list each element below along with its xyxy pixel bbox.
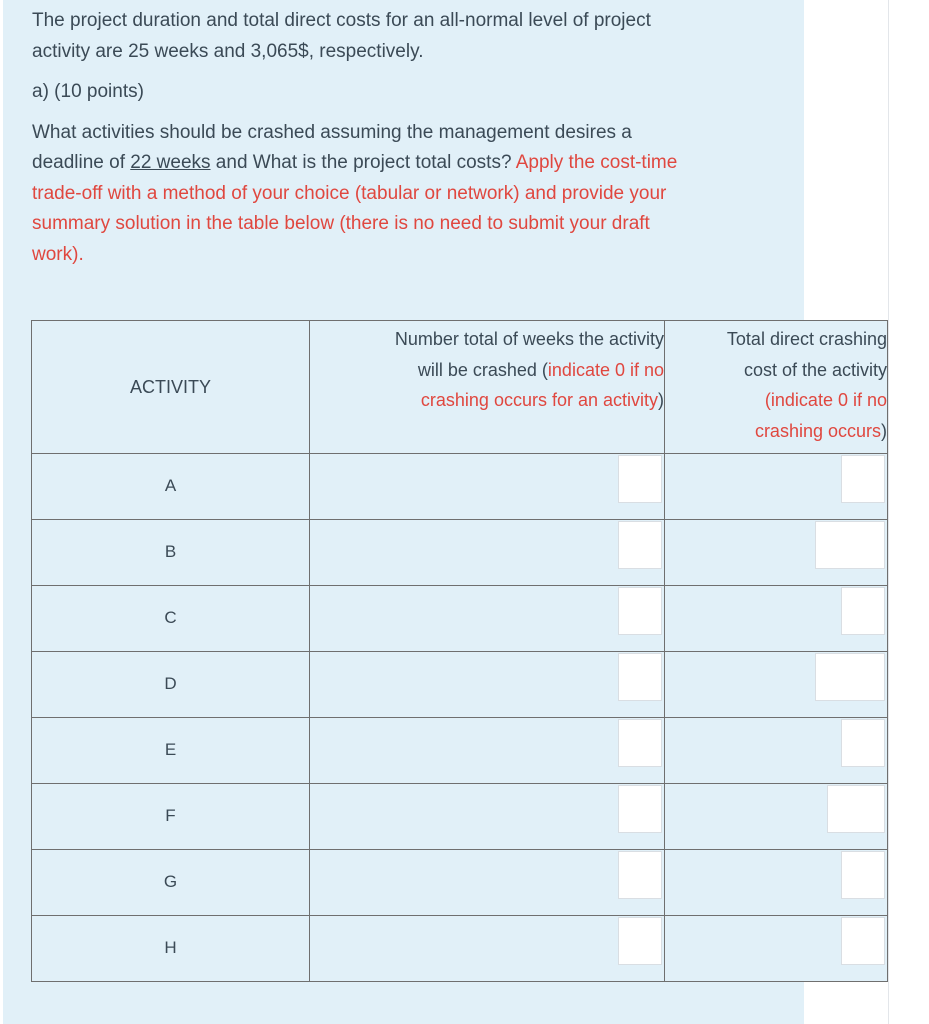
table-row (32, 850, 888, 916)
cost-input[interactable] (815, 521, 885, 569)
deadline-link: 22 weeks (130, 152, 211, 173)
table-header-row (32, 321, 888, 454)
cost-input[interactable] (841, 455, 885, 503)
weeks-cell (310, 718, 665, 784)
activity-label: C (32, 586, 310, 652)
cost-input[interactable] (827, 785, 885, 833)
weeks-cell (310, 850, 665, 916)
weeks-cell (310, 520, 665, 586)
weeks-input[interactable] (618, 455, 662, 503)
weeks-cell (310, 784, 665, 850)
cost-input[interactable] (841, 917, 885, 965)
cost-cell (665, 454, 888, 520)
table-row (32, 652, 888, 718)
intro-text: The project duration and total direct costs for an all-normal level of project activity are 25 weeks and 3,065$, respectively. (32, 10, 651, 62)
cost-cell (665, 850, 888, 916)
crashing-cost-header: Total direct crashing cost of the activity (indicate 0 if no crashing occurs) (665, 321, 888, 454)
weeks-cell (310, 454, 665, 520)
weeks-input[interactable] (618, 653, 662, 701)
table-row (32, 520, 888, 586)
weeks-input[interactable] (618, 587, 662, 635)
activity-label: G (32, 850, 310, 916)
part-label: a) (10 points) (32, 81, 144, 102)
cost-input[interactable] (841, 587, 885, 635)
cost-input[interactable] (841, 851, 885, 899)
activity-label: E (32, 718, 310, 784)
cost-input[interactable] (815, 653, 885, 701)
weeks-input[interactable] (618, 851, 662, 899)
table-row (32, 784, 888, 850)
panel-divider (888, 0, 889, 1024)
table-row (32, 916, 888, 982)
weeks-cell (310, 916, 665, 982)
cost-cell (665, 652, 888, 718)
question-body: What activities should be crashed assuming the management desires a deadline of 22 weeks and What is the project total costs? Apply the cost-time trade-off with a method of your choice (tabular or network) and provide your summary solution in the table below (there is no need to submit your draft work). (32, 121, 678, 265)
weeks-input[interactable] (618, 719, 662, 767)
activity-label: B (32, 520, 310, 586)
table-row (32, 454, 888, 520)
cost-cell (665, 784, 888, 850)
weeks-crashed-header: Number total of weeks the activity will be crashed (indicate 0 if no crashing occurs for an activity) (310, 321, 665, 454)
cost-cell (665, 916, 888, 982)
activity-label: D (32, 652, 310, 718)
table-row (32, 718, 888, 784)
weeks-input[interactable] (618, 785, 662, 833)
answer-table (31, 320, 888, 982)
activity-label: F (32, 784, 310, 850)
table-row (32, 586, 888, 652)
activity-label: H (32, 916, 310, 982)
cost-cell (665, 718, 888, 784)
activity-header: ACTIVITY (32, 321, 310, 454)
weeks-cell (310, 652, 665, 718)
activity-label: A (32, 454, 310, 520)
cost-cell (665, 520, 888, 586)
question-text (32, 6, 792, 270)
cost-input[interactable] (841, 719, 885, 767)
weeks-cell (310, 586, 665, 652)
weeks-input[interactable] (618, 521, 662, 569)
weeks-input[interactable] (618, 917, 662, 965)
cost-cell (665, 586, 888, 652)
